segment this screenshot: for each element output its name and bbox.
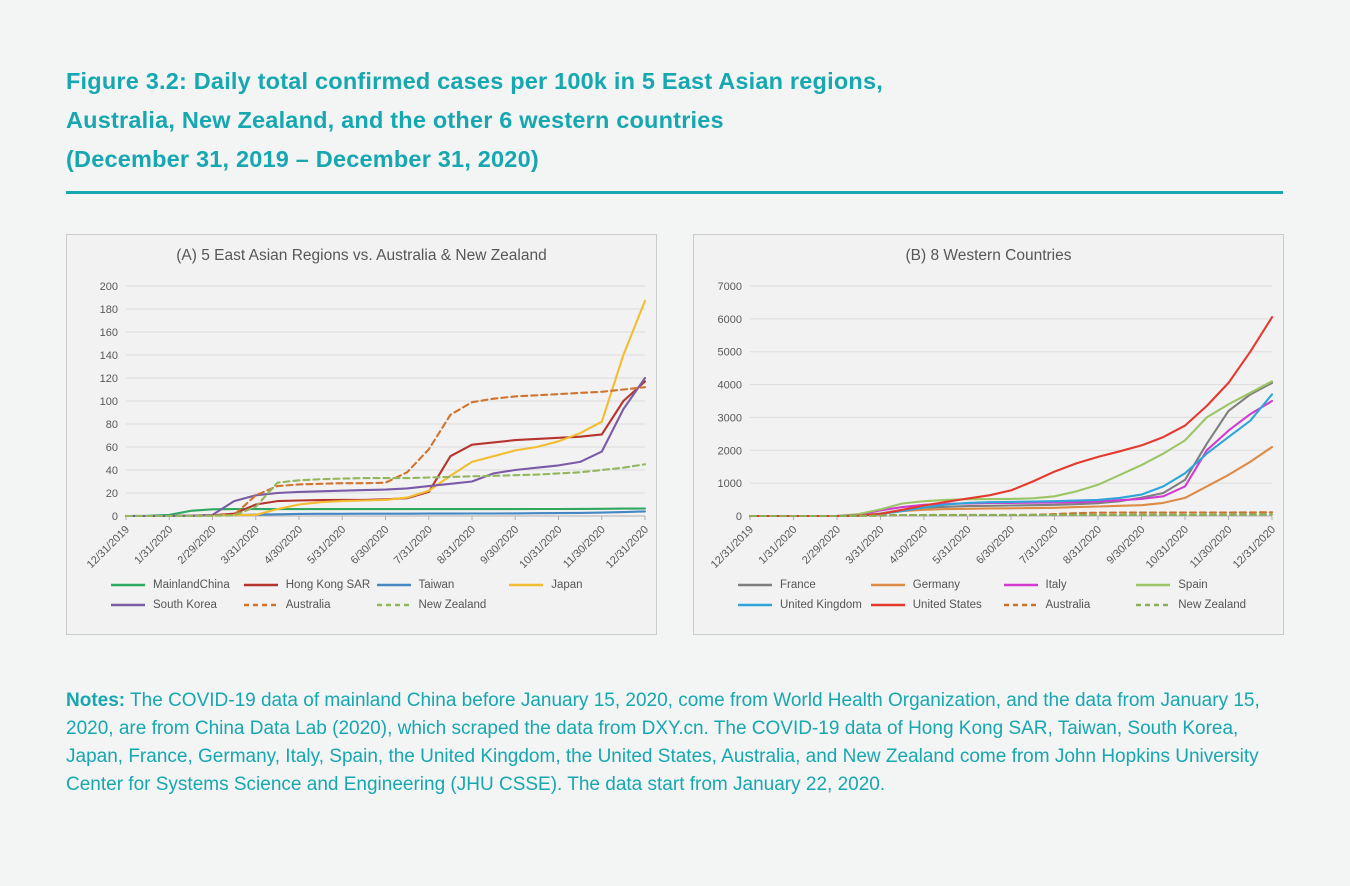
series-line-france — [750, 383, 1272, 516]
legend-row — [738, 599, 1269, 611]
chart-legend — [111, 579, 642, 611]
legend-label: New Zealand — [418, 599, 487, 611]
legend-swatch-united-states — [871, 602, 905, 608]
x-axis-tick-label: 12/31/2019 — [84, 523, 133, 572]
panel-east-asian-regions — [66, 234, 657, 635]
y-axis-tick-label: 80 — [105, 419, 118, 431]
x-axis-tick-label: 3/31/2020 — [218, 523, 262, 567]
legend-swatch-spain — [1136, 582, 1170, 588]
x-axis-tick-label: 12/31/2019 — [708, 523, 757, 572]
legend-label: United Kingdom — [780, 599, 862, 611]
legend-label: Italy — [1045, 579, 1067, 591]
legend-item-france — [738, 579, 871, 591]
y-axis-tick-label: 20 — [105, 488, 118, 500]
legend-row — [111, 579, 642, 591]
x-axis-tick-label: 1/31/2020 — [132, 523, 176, 567]
charts-container — [66, 234, 1283, 635]
y-axis-tick-label: 40 — [105, 465, 118, 477]
x-axis-tick-label: 10/31/2020 — [517, 523, 565, 572]
legend-label: New Zealand — [1178, 599, 1247, 611]
legend-label: MainlandChina — [153, 579, 230, 591]
chart-canvas — [694, 235, 1283, 634]
figure-title-line-1: Figure 3.2: Daily total confirmed cases per 100k in 5 East Asian regions, — [66, 68, 883, 94]
panel-western-countries — [693, 234, 1284, 635]
figure-title-line-3: (December 31, 2019 – December 31, 2020) — [66, 146, 539, 172]
x-axis-tick-label: 1/31/2020 — [756, 523, 800, 567]
series-line-united-states — [750, 317, 1272, 516]
legend-label: Taiwan — [418, 579, 455, 591]
legend-swatch-italy — [1004, 582, 1038, 588]
series-line-united-kingdom — [750, 394, 1272, 516]
x-axis-tick-label: 11/30/2020 — [561, 523, 608, 571]
legend-swatch-taiwan — [377, 582, 411, 588]
y-axis-tick-label: 2000 — [717, 445, 742, 458]
x-axis-tick-label: 8/31/2020 — [1061, 523, 1105, 567]
legend-item-mainlandchina — [111, 579, 244, 591]
x-axis-tick-label: 2/29/2020 — [175, 523, 219, 567]
legend-label: Spain — [1178, 579, 1208, 591]
x-axis-tick-label: 6/30/2020 — [974, 523, 1018, 567]
y-axis-tick-label: 0 — [111, 511, 118, 523]
legend-label: Hong Kong SAR — [285, 579, 371, 591]
legend-swatch-mainlandchina — [111, 582, 145, 588]
legend-swatch-hong-kong-sar — [244, 582, 278, 588]
legend-swatch-japan — [509, 582, 543, 588]
legend-label: Germany — [912, 579, 961, 591]
legend-item-new-zealand — [377, 599, 510, 611]
legend-item-united-kingdom — [738, 599, 871, 611]
title-divider — [66, 191, 1283, 194]
x-axis-tick-label: 9/30/2020 — [478, 523, 522, 567]
y-axis-tick-label: 60 — [105, 442, 118, 454]
legend-item-japan — [509, 579, 642, 591]
notes-label: Notes: — [66, 690, 126, 711]
x-axis-tick-label: 5/31/2020 — [930, 523, 974, 567]
legend-swatch-france — [738, 582, 772, 588]
legend-item-germany — [871, 579, 1004, 591]
legend-label: Australia — [285, 599, 331, 611]
x-axis-tick-label: 5/31/2020 — [305, 523, 349, 567]
y-axis-tick-label: 160 — [99, 327, 118, 339]
y-axis-tick-label: 140 — [99, 350, 118, 362]
legend-item-taiwan — [377, 579, 510, 591]
y-axis-tick-label: 1000 — [717, 478, 742, 491]
legend-item-united-states — [871, 599, 1004, 611]
legend-label: Australia — [1045, 599, 1091, 611]
y-axis-tick-label: 120 — [99, 373, 118, 385]
x-axis-tick-label: 12/31/2020 — [603, 523, 652, 572]
y-axis-tick-label: 5000 — [717, 346, 742, 359]
chart-canvas — [67, 235, 656, 634]
y-axis-tick-label: 100 — [99, 396, 118, 408]
chart-title: (A) 5 East Asian Regions vs. Australia & New Zealand — [176, 247, 547, 264]
legend-row — [738, 579, 1269, 591]
legend-item-hong-kong-sar — [244, 579, 377, 591]
x-axis-tick-label: 4/30/2020 — [887, 523, 931, 567]
legend-label: United States — [912, 599, 982, 611]
x-axis-tick-label: 3/31/2020 — [843, 523, 887, 567]
legend-label: France — [780, 579, 816, 591]
x-axis-tick-label: 11/30/2020 — [1187, 523, 1235, 571]
chart-title: (B) 8 Western Countries — [905, 247, 1072, 264]
figure-title-line-2: Australia, New Zealand, and the other 6 western countries — [66, 107, 724, 133]
x-axis-tick-label: 7/31/2020 — [391, 523, 435, 567]
legend-item-italy — [1004, 579, 1137, 591]
legend-row — [111, 599, 642, 611]
legend-item-spain — [1136, 579, 1269, 591]
series-line-australia — [126, 387, 645, 516]
series-line-spain — [750, 381, 1272, 516]
figure-title — [66, 62, 1283, 179]
y-axis-tick-label: 7000 — [717, 281, 742, 293]
x-axis-tick-label: 7/31/2020 — [1017, 523, 1061, 567]
figure-notes — [66, 687, 1284, 799]
x-axis-tick-label: 8/31/2020 — [435, 523, 479, 567]
chart-legend — [738, 579, 1269, 611]
legend-swatch-new-zealand — [377, 602, 411, 608]
x-axis-tick-label: 10/31/2020 — [1143, 523, 1192, 572]
y-axis-tick-label: 3000 — [717, 412, 742, 425]
legend-swatch-germany — [871, 582, 905, 588]
y-axis-tick-label: 200 — [99, 281, 118, 293]
legend-swatch-south-korea — [111, 602, 145, 608]
x-axis-tick-label: 9/30/2020 — [1104, 523, 1148, 567]
legend-swatch-australia — [244, 602, 278, 608]
x-axis-tick-label: 6/30/2020 — [348, 523, 392, 567]
y-axis-tick-label: 6000 — [717, 313, 742, 326]
y-axis-tick-label: 4000 — [717, 379, 742, 392]
legend-label: Japan — [551, 579, 583, 591]
legend-item-new-zealand — [1136, 599, 1269, 611]
legend-item-australia — [244, 599, 377, 611]
legend-swatch-australia — [1004, 602, 1038, 608]
legend-item-south-korea — [111, 599, 244, 611]
x-axis-tick-label: 4/30/2020 — [262, 523, 306, 567]
legend-swatch-new-zealand — [1136, 602, 1170, 608]
legend-swatch-united-kingdom — [738, 602, 772, 608]
legend-item-australia — [1004, 599, 1137, 611]
y-axis-tick-label: 0 — [735, 511, 742, 523]
x-axis-tick-label: 2/29/2020 — [800, 523, 844, 567]
series-line-japan — [126, 301, 645, 516]
legend-label: South Korea — [153, 599, 217, 611]
x-axis-tick-label: 12/31/2020 — [1230, 523, 1279, 572]
y-axis-tick-label: 180 — [99, 304, 118, 316]
series-line-hong-kong-sar — [126, 382, 645, 517]
notes-body: The COVID-19 data of mainland China before January 15, 2020, come from World Health Organization, and the data from January 15, 2020, are from China Data Lab (2020), which scraped the data from DXY.cn. The COVID-19 data of Hong Kong SAR, Taiwan, South Korea, Japan, France, Germany, Italy, Spain, the United Kingdom, the United States, Australia, and New Zealand come from John Hopkins University Center for Systems Science and Engineering (JHU CSSE). The data start from January 22, 2020. — [66, 690, 1260, 795]
